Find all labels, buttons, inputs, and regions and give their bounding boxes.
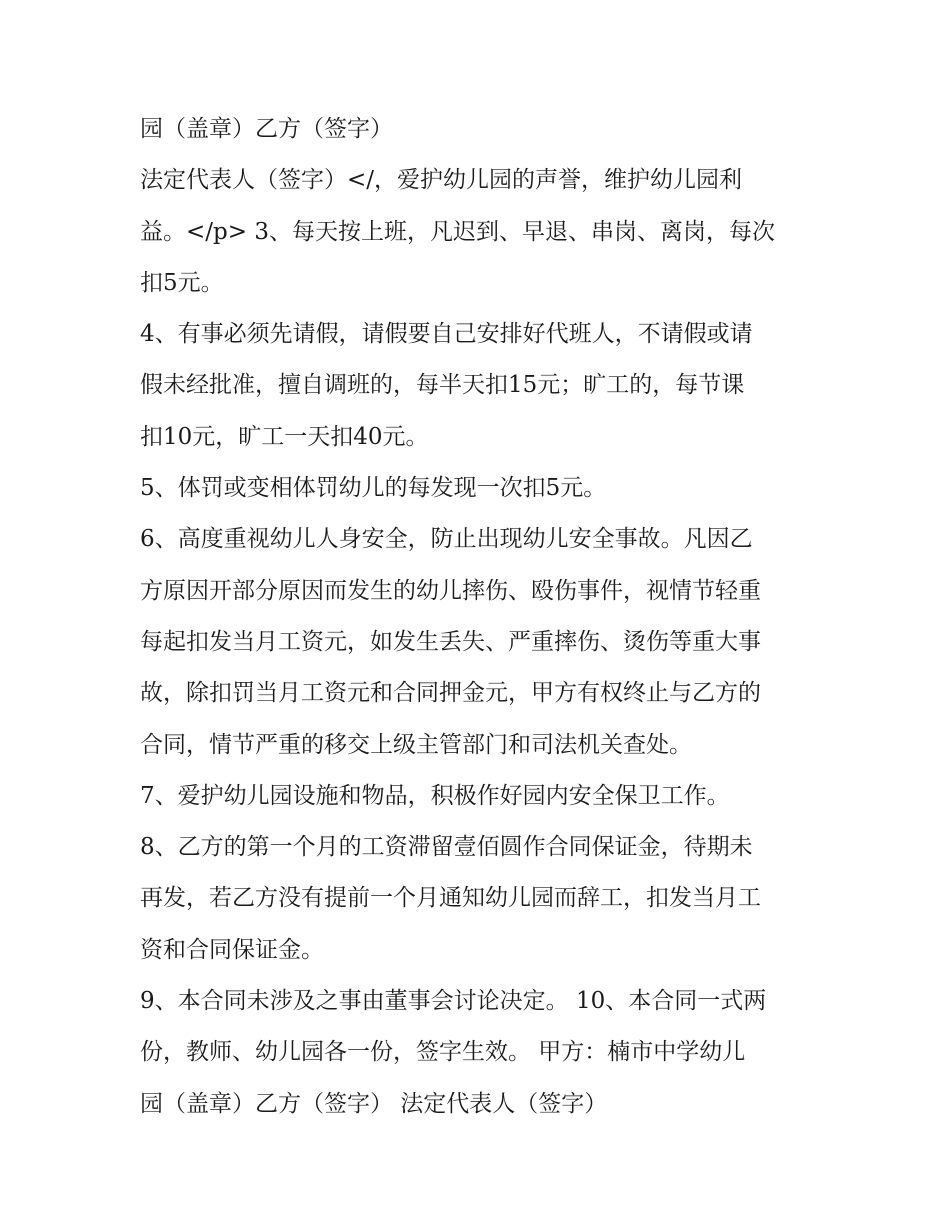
text-line: 园（盖章）乙方（签字） — [140, 116, 393, 142]
text-line: 益。</p> 3、每天按上班，凡迟到、早退、串岗、离岗，每次 — [140, 218, 775, 245]
text-line: 9、本合同未涉及之事由董事会讨论决定。 10、本合同一式两 — [140, 988, 767, 1015]
text-line: 资和合同保证金。 — [140, 936, 324, 963]
text-line: 4、有事必须先请假，请假要自己安排好代班人，不请假或请 — [140, 321, 753, 348]
document-body — [140, 104, 840, 1130]
text-line: 法定代表人（签字）</，爱护幼儿园的声誉，维护幼儿园利 — [140, 167, 743, 194]
text-line: 6、高度重视幼儿人身安全，防止出现幼儿安全事故。凡因乙 — [140, 526, 753, 553]
text-line: 7、爱护幼儿园设施和物品，积极作好园内安全保卫工作。 — [140, 782, 730, 809]
text-line: 5、体罚或变相体罚幼儿的每发现一次扣5元。 — [140, 475, 607, 502]
text-line: 每起扣发当月工资元，如发生丢失、严重摔伤、烫伤等重大事 — [140, 628, 761, 655]
text-line: 方原因开部分原因而发生的幼儿摔伤、殴伤事件，视情节轻重 — [140, 577, 761, 604]
text-line: 合同，情节严重的移交上级主管部门和司法机关查处。 — [140, 731, 692, 758]
text-line: 份，教师、幼儿园各一份，签字生效。 甲方：楠市中学幼儿 — [140, 1039, 746, 1066]
text-line: 扣10元，旷工一天扣40元。 — [140, 423, 429, 450]
text-line: 扣5元。 — [140, 269, 224, 296]
text-line: 假未经批准，擅自调班的，每半天扣15元；旷工的，每节课 — [140, 372, 745, 399]
text-line: 园（盖章）乙方（签字） 法定代表人（签字） — [140, 1090, 608, 1117]
text-line: 故，除扣罚当月工资元和合同押金元，甲方有权终止与乙方的 — [140, 680, 761, 707]
text-line: 再发，若乙方没有提前一个月通知幼儿园而辞工，扣发当月工 — [140, 885, 761, 912]
text-line: 8、乙方的第一个月的工资滞留壹佰圆作合同保证金，待期未 — [140, 834, 753, 861]
